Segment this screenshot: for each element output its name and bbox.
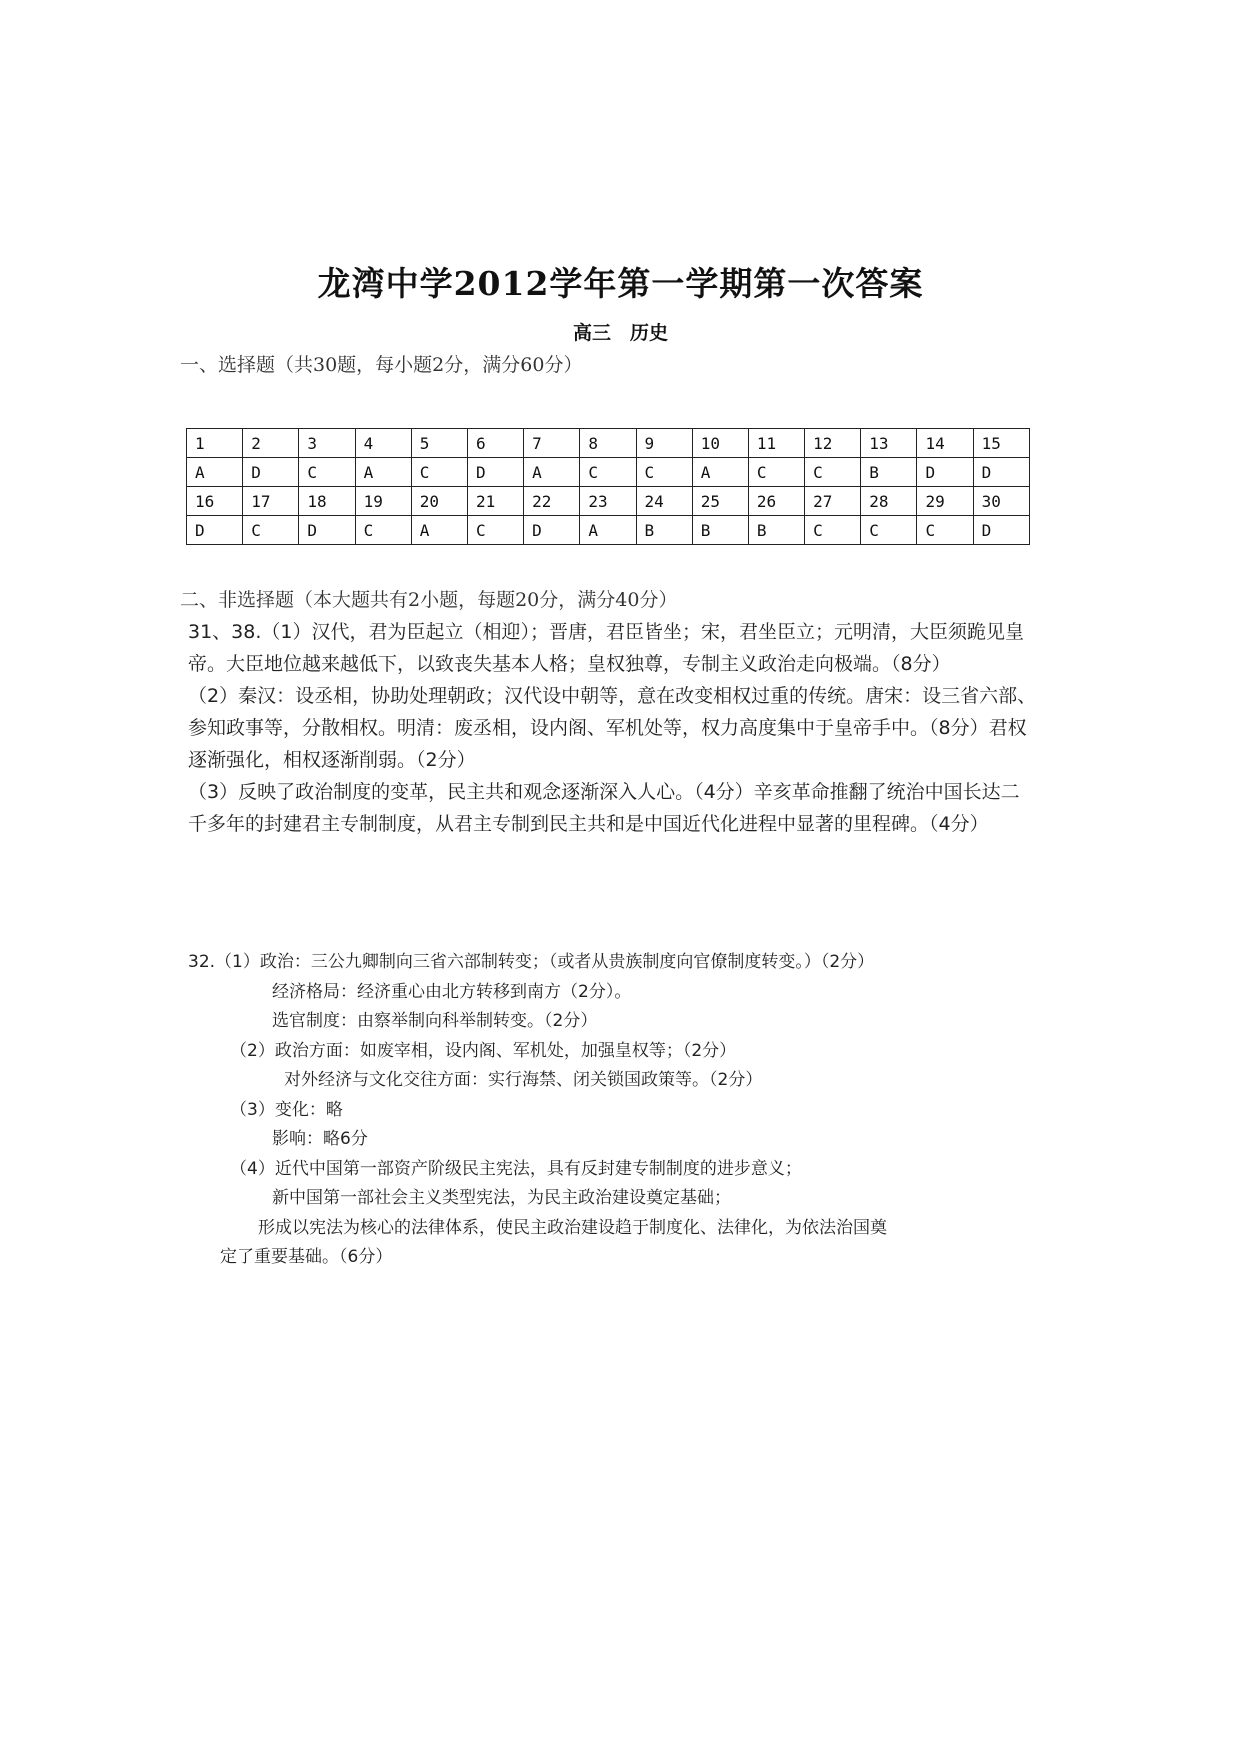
- q32-line: 新中国第一部社会主义类型宪法，为民主政治建设奠定基础；: [272, 1188, 731, 1208]
- q32-line: （2）政治方面：如废宰相，设内阁、军机处，加强皇权等；（2分）: [230, 1040, 737, 1061]
- answer-cell: A: [692, 458, 748, 487]
- question-number-cell: 24: [636, 487, 692, 516]
- answer-cell: A: [355, 458, 411, 487]
- answer-cell: A: [524, 458, 580, 487]
- section2-heading: 二、非选择题（本大题共有2小题，每题20分，满分40分）: [180, 589, 678, 611]
- question-number-cell: 27: [805, 487, 861, 516]
- question-number-cell: 17: [243, 487, 299, 516]
- question-number-cell: 25: [692, 487, 748, 516]
- q31-part-3: （3）反映了政治制度的变革，民主共和观念逐渐深入人心。（4分）辛亥革命推翻了统治中国长达二千多年的封建君主专制制度，从君主专制到民主共和是中国近代化进程中显著的里程碑。（4分）: [188, 781, 1020, 835]
- question-number-cell: 6: [467, 429, 523, 458]
- question-number-cell: 5: [411, 429, 467, 458]
- answer-cell: B: [748, 516, 804, 545]
- q32-line: 32.（1）政治：三公九卿制向三省六部制转变；（或者从贵族制度向官僚制度转变。）（2分）: [188, 952, 875, 972]
- document-title: 龙湾中学2012学年第一学期第一次答案: [317, 264, 924, 303]
- question-number-cell: 3: [299, 429, 355, 458]
- answer-cell: D: [524, 516, 580, 545]
- question-number-cell: 19: [355, 487, 411, 516]
- q32-line: 影响：略6分: [272, 1129, 368, 1149]
- question-number-cell: 9: [636, 429, 692, 458]
- question-number-cell: 13: [861, 429, 917, 458]
- answer-cell: C: [355, 516, 411, 545]
- question-31-answer: [188, 616, 1038, 840]
- question-number-cell: 2: [243, 429, 299, 458]
- document-subtitle: 高三 历史: [572, 322, 668, 344]
- answer-cell: D: [243, 458, 299, 487]
- question-number-cell: 23: [580, 487, 636, 516]
- question-32-answer: [188, 948, 1068, 1273]
- answer-cell: D: [973, 516, 1029, 545]
- q32-line: 形成以宪法为核心的法律体系，使民主政治建设趋于制度化、法律化，为依法治国奠: [258, 1217, 887, 1238]
- question-number-cell: 29: [917, 487, 973, 516]
- answer-cell: C: [748, 458, 804, 487]
- answer-cell: B: [636, 516, 692, 545]
- answer-cell: C: [411, 458, 467, 487]
- question-number-cell: 28: [861, 487, 917, 516]
- question-number-cell: 22: [524, 487, 580, 516]
- question-number-cell: 14: [917, 429, 973, 458]
- answer-cell: C: [805, 458, 861, 487]
- answer-row: [187, 458, 1030, 487]
- section1-heading: 一、选择题（共30题，每小题2分，满分60分）: [180, 354, 583, 376]
- answer-table: [186, 428, 1030, 545]
- answer-cell: C: [917, 516, 973, 545]
- answer-cell: A: [580, 516, 636, 545]
- answer-cell: B: [861, 458, 917, 487]
- question-number-cell: 15: [973, 429, 1029, 458]
- answer-cell: C: [243, 516, 299, 545]
- question-number-cell: 10: [692, 429, 748, 458]
- answer-cell: A: [187, 458, 243, 487]
- q32-line: （3）变化：略: [230, 1099, 343, 1120]
- question-number-cell: 18: [299, 487, 355, 516]
- answer-cell: C: [636, 458, 692, 487]
- question-number-row: [187, 429, 1030, 458]
- answer-cell: A: [411, 516, 467, 545]
- question-number-cell: 30: [973, 487, 1029, 516]
- answer-cell: C: [580, 458, 636, 487]
- answer-cell: D: [973, 458, 1029, 487]
- question-number-cell: 26: [748, 487, 804, 516]
- question-number-cell: 16: [187, 487, 243, 516]
- answer-cell: D: [299, 516, 355, 545]
- question-number-cell: 20: [411, 487, 467, 516]
- answer-cell: C: [299, 458, 355, 487]
- answer-row: [187, 516, 1030, 545]
- question-number-cell: 12: [805, 429, 861, 458]
- q31-part-2: （2）秦汉：设丞相，协助处理朝政；汉代设中朝等，意在改变相权过重的传统。唐宋：设三省六部、参知政事等，分散相权。明清：废丞相，设内阁、军机处等，权力高度集中于皇帝手中。（8分）君权逐渐强化，相权逐渐削弱。（2分）: [188, 685, 1037, 771]
- answer-cell: C: [861, 516, 917, 545]
- question-number-cell: 1: [187, 429, 243, 458]
- answer-cell: D: [917, 458, 973, 487]
- question-number-cell: 21: [467, 487, 523, 516]
- q32-line: 定了重要基础。（6分）: [220, 1247, 393, 1267]
- question-number-cell: 8: [580, 429, 636, 458]
- answer-cell: C: [467, 516, 523, 545]
- question-number-cell: 4: [355, 429, 411, 458]
- question-number-cell: 11: [748, 429, 804, 458]
- question-number-cell: 7: [524, 429, 580, 458]
- q32-line: 对外经济与文化交往方面：实行海禁、闭关锁国政策等。（2分）: [284, 1070, 763, 1090]
- answer-cell: D: [187, 516, 243, 545]
- q31-part-1: 31、38.（1）汉代，君为臣起立（相迎）；晋唐，君臣皆坐；宋，君坐臣立；元明清，大臣须跪见皇帝。大臣地位越来越低下，以致丧失基本人格；皇权独尊，专制主义政治走向极端。（8分）: [188, 621, 1024, 675]
- q32-line: 选官制度：由察举制向科举制转变。（2分）: [272, 1011, 598, 1031]
- q32-line: （4）近代中国第一部资产阶级民主宪法，具有反封建专制制度的进步意义；: [230, 1158, 802, 1179]
- question-number-row: [187, 487, 1030, 516]
- answer-cell: B: [692, 516, 748, 545]
- q32-line: 经济格局：经济重心由北方转移到南方（2分）。: [272, 981, 632, 1002]
- answer-cell: D: [467, 458, 523, 487]
- answer-cell: C: [805, 516, 861, 545]
